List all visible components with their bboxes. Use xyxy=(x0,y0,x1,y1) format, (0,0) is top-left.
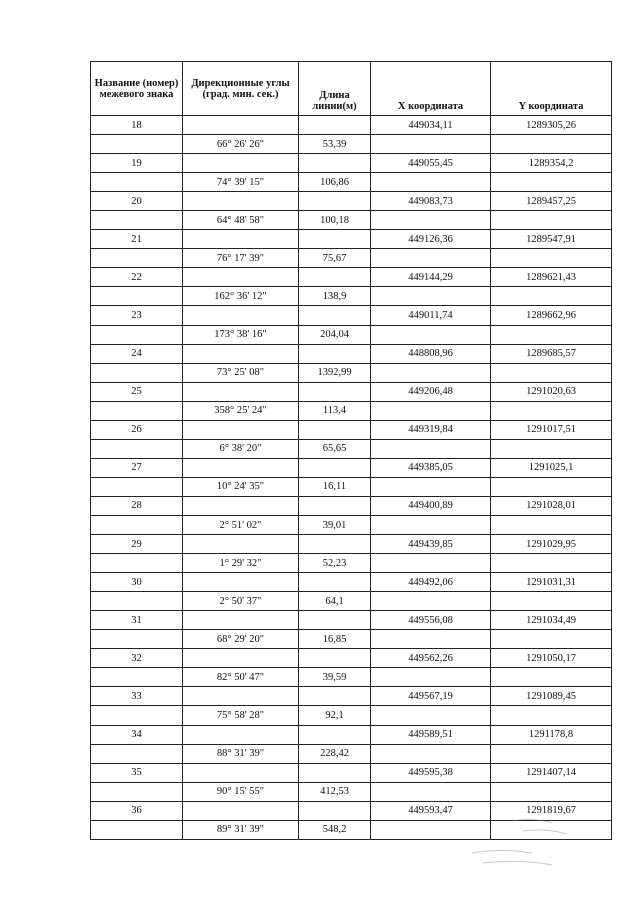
empty-name-cell xyxy=(91,363,183,382)
empty-x-cell xyxy=(371,515,491,534)
segment-row xyxy=(91,782,612,801)
y-coordinate-cell: 1291089,45 xyxy=(491,687,612,706)
empty-angle-cell xyxy=(183,801,299,820)
empty-y-cell xyxy=(491,744,612,763)
y-coordinate-cell: 1291020,63 xyxy=(491,382,612,401)
empty-length-cell xyxy=(299,725,371,744)
empty-name-cell xyxy=(91,515,183,534)
direction-angle-cell: 2° 51' 02" xyxy=(183,515,299,534)
point-name-cell: 26 xyxy=(91,420,183,439)
direction-angle-cell: 75° 58' 28" xyxy=(183,706,299,725)
line-length-cell: 52,23 xyxy=(299,554,371,573)
point-row xyxy=(91,687,612,706)
empty-y-cell xyxy=(491,554,612,573)
point-row xyxy=(91,268,612,287)
x-coordinate-cell: 449593,47 xyxy=(371,801,491,820)
line-length-cell: 16,85 xyxy=(299,630,371,649)
point-name-cell: 22 xyxy=(91,268,183,287)
point-name-cell: 29 xyxy=(91,535,183,554)
line-length-cell: 106,86 xyxy=(299,173,371,192)
x-coordinate-cell: 449589,51 xyxy=(371,725,491,744)
empty-x-cell xyxy=(371,135,491,154)
empty-x-cell xyxy=(371,401,491,420)
empty-name-cell xyxy=(91,325,183,344)
point-row xyxy=(91,573,612,592)
empty-angle-cell xyxy=(183,687,299,706)
empty-name-cell xyxy=(91,287,183,306)
empty-angle-cell xyxy=(183,192,299,211)
x-coordinate-cell: 449562,26 xyxy=(371,649,491,668)
y-coordinate-cell: 1289662,96 xyxy=(491,306,612,325)
coordinates-table-sheet xyxy=(90,61,611,840)
header-direction-angle: Дирекционные углы (град. мин. сек.) xyxy=(183,62,299,116)
empty-name-cell xyxy=(91,173,183,192)
line-length-cell: 204,04 xyxy=(299,325,371,344)
segment-row xyxy=(91,211,612,230)
point-name-cell: 30 xyxy=(91,573,183,592)
x-coordinate-cell: 449556,08 xyxy=(371,611,491,630)
point-name-cell: 20 xyxy=(91,192,183,211)
y-coordinate-cell: 1291050,17 xyxy=(491,649,612,668)
direction-angle-cell: 89° 31' 39" xyxy=(183,820,299,839)
point-row xyxy=(91,306,612,325)
x-coordinate-cell: 449385,05 xyxy=(371,458,491,477)
empty-name-cell xyxy=(91,706,183,725)
empty-name-cell xyxy=(91,820,183,839)
point-name-cell: 36 xyxy=(91,801,183,820)
empty-x-cell xyxy=(371,249,491,268)
empty-y-cell xyxy=(491,249,612,268)
faint-stamp-mark xyxy=(462,813,622,873)
point-row xyxy=(91,154,612,173)
empty-y-cell xyxy=(491,135,612,154)
empty-x-cell xyxy=(371,668,491,687)
segment-row xyxy=(91,630,612,649)
empty-angle-cell xyxy=(183,306,299,325)
x-coordinate-cell: 449083,73 xyxy=(371,192,491,211)
header-y-coordinate: Y координата xyxy=(491,62,612,116)
point-row xyxy=(91,763,612,782)
point-row xyxy=(91,116,612,135)
y-coordinate-cell: 1291407,14 xyxy=(491,763,612,782)
y-coordinate-cell: 1289685,57 xyxy=(491,344,612,363)
empty-y-cell xyxy=(491,325,612,344)
segment-row xyxy=(91,401,612,420)
y-coordinate-cell: 1289547,91 xyxy=(491,230,612,249)
empty-length-cell xyxy=(299,763,371,782)
x-coordinate-cell: 449595,38 xyxy=(371,763,491,782)
header-line-length: Длина линии(м) xyxy=(299,62,371,116)
point-name-cell: 27 xyxy=(91,458,183,477)
x-coordinate-cell: 449492,06 xyxy=(371,573,491,592)
empty-length-cell xyxy=(299,344,371,363)
direction-angle-cell: 82° 50' 47" xyxy=(183,668,299,687)
empty-y-cell xyxy=(491,173,612,192)
point-name-cell: 33 xyxy=(91,687,183,706)
boundary-coordinates-table xyxy=(90,61,612,840)
empty-length-cell xyxy=(299,192,371,211)
empty-angle-cell xyxy=(183,573,299,592)
point-name-cell: 28 xyxy=(91,496,183,515)
segment-row xyxy=(91,249,612,268)
x-coordinate-cell: 448808,96 xyxy=(371,344,491,363)
empty-length-cell xyxy=(299,611,371,630)
empty-angle-cell xyxy=(183,763,299,782)
direction-angle-cell: 2° 50' 37" xyxy=(183,592,299,611)
point-row xyxy=(91,230,612,249)
direction-angle-cell: 162° 36' 12" xyxy=(183,287,299,306)
point-row xyxy=(91,611,612,630)
empty-y-cell xyxy=(491,515,612,534)
point-name-cell: 18 xyxy=(91,116,183,135)
empty-x-cell xyxy=(371,744,491,763)
empty-y-cell xyxy=(491,439,612,458)
point-name-cell: 35 xyxy=(91,763,183,782)
empty-angle-cell xyxy=(183,344,299,363)
y-coordinate-cell: 1291819,67 xyxy=(491,801,612,820)
direction-angle-cell: 173° 38' 16" xyxy=(183,325,299,344)
x-coordinate-cell: 449126,36 xyxy=(371,230,491,249)
empty-angle-cell xyxy=(183,649,299,668)
empty-angle-cell xyxy=(183,116,299,135)
y-coordinate-cell: 1291031,31 xyxy=(491,573,612,592)
empty-y-cell xyxy=(491,477,612,496)
empty-name-cell xyxy=(91,211,183,230)
line-length-cell: 65,65 xyxy=(299,439,371,458)
empty-x-cell xyxy=(371,630,491,649)
empty-angle-cell xyxy=(183,725,299,744)
direction-angle-cell: 73° 25' 08" xyxy=(183,363,299,382)
table-body xyxy=(91,116,612,840)
empty-y-cell xyxy=(491,782,612,801)
x-coordinate-cell: 449144,29 xyxy=(371,268,491,287)
empty-angle-cell xyxy=(183,230,299,249)
empty-angle-cell xyxy=(183,535,299,554)
line-length-cell: 39,59 xyxy=(299,668,371,687)
header-x-coordinate: X координата xyxy=(371,62,491,116)
empty-length-cell xyxy=(299,801,371,820)
line-length-cell: 228,42 xyxy=(299,744,371,763)
x-coordinate-cell: 449011,74 xyxy=(371,306,491,325)
empty-length-cell xyxy=(299,154,371,173)
direction-angle-cell: 90° 15' 55" xyxy=(183,782,299,801)
empty-name-cell xyxy=(91,668,183,687)
point-row xyxy=(91,382,612,401)
point-row xyxy=(91,649,612,668)
x-coordinate-cell: 449567,19 xyxy=(371,687,491,706)
empty-length-cell xyxy=(299,268,371,287)
direction-angle-cell: 6° 38' 20" xyxy=(183,439,299,458)
point-row xyxy=(91,535,612,554)
segment-row xyxy=(91,439,612,458)
line-length-cell: 1392,99 xyxy=(299,363,371,382)
direction-angle-cell: 358° 25' 24" xyxy=(183,401,299,420)
empty-angle-cell xyxy=(183,268,299,287)
direction-angle-cell: 66° 26' 26" xyxy=(183,135,299,154)
point-row xyxy=(91,192,612,211)
line-length-cell: 75,67 xyxy=(299,249,371,268)
y-coordinate-cell: 1289621,43 xyxy=(491,268,612,287)
empty-x-cell xyxy=(371,439,491,458)
y-coordinate-cell: 1291034,49 xyxy=(491,611,612,630)
empty-name-cell xyxy=(91,135,183,154)
y-coordinate-cell: 1289305,26 xyxy=(491,116,612,135)
point-name-cell: 31 xyxy=(91,611,183,630)
empty-y-cell xyxy=(491,706,612,725)
y-coordinate-cell: 1291028,01 xyxy=(491,496,612,515)
point-row xyxy=(91,420,612,439)
empty-x-cell xyxy=(371,592,491,611)
empty-length-cell xyxy=(299,230,371,249)
segment-row xyxy=(91,592,612,611)
segment-row xyxy=(91,363,612,382)
line-length-cell: 16,11 xyxy=(299,477,371,496)
line-length-cell: 64,1 xyxy=(299,592,371,611)
empty-x-cell xyxy=(371,782,491,801)
empty-x-cell xyxy=(371,287,491,306)
empty-y-cell xyxy=(491,287,612,306)
empty-x-cell xyxy=(371,706,491,725)
line-length-cell: 100,18 xyxy=(299,211,371,230)
line-length-cell: 548,2 xyxy=(299,820,371,839)
direction-angle-cell: 76° 17' 39" xyxy=(183,249,299,268)
empty-length-cell xyxy=(299,420,371,439)
segment-row xyxy=(91,477,612,496)
line-length-cell: 138,9 xyxy=(299,287,371,306)
empty-name-cell xyxy=(91,554,183,573)
direction-angle-cell: 10° 24' 35" xyxy=(183,477,299,496)
point-name-cell: 25 xyxy=(91,382,183,401)
empty-length-cell xyxy=(299,458,371,477)
empty-name-cell xyxy=(91,439,183,458)
point-name-cell: 24 xyxy=(91,344,183,363)
empty-length-cell xyxy=(299,306,371,325)
segment-row xyxy=(91,706,612,725)
empty-x-cell xyxy=(371,477,491,496)
direction-angle-cell: 1° 29' 32" xyxy=(183,554,299,573)
empty-angle-cell xyxy=(183,154,299,173)
x-coordinate-cell: 449400,89 xyxy=(371,496,491,515)
segment-row xyxy=(91,135,612,154)
header-point-name: Название (номер) межевого знака xyxy=(91,62,183,116)
empty-length-cell xyxy=(299,382,371,401)
empty-y-cell xyxy=(491,630,612,649)
segment-row xyxy=(91,173,612,192)
point-name-cell: 32 xyxy=(91,649,183,668)
empty-x-cell xyxy=(371,173,491,192)
point-name-cell: 19 xyxy=(91,154,183,173)
empty-angle-cell xyxy=(183,496,299,515)
empty-angle-cell xyxy=(183,611,299,630)
empty-y-cell xyxy=(491,668,612,687)
segment-row xyxy=(91,325,612,344)
empty-length-cell xyxy=(299,649,371,668)
empty-x-cell xyxy=(371,554,491,573)
point-row xyxy=(91,344,612,363)
direction-angle-cell: 68° 29' 20" xyxy=(183,630,299,649)
y-coordinate-cell: 1291025,1 xyxy=(491,458,612,477)
point-name-cell: 34 xyxy=(91,725,183,744)
empty-y-cell xyxy=(491,592,612,611)
empty-angle-cell xyxy=(183,458,299,477)
segment-row xyxy=(91,668,612,687)
empty-angle-cell xyxy=(183,382,299,401)
empty-y-cell xyxy=(491,401,612,420)
x-coordinate-cell: 449055,45 xyxy=(371,154,491,173)
empty-name-cell xyxy=(91,782,183,801)
empty-x-cell xyxy=(371,325,491,344)
x-coordinate-cell: 449034,11 xyxy=(371,116,491,135)
point-row xyxy=(91,458,612,477)
line-length-cell: 412,53 xyxy=(299,782,371,801)
x-coordinate-cell: 449206,48 xyxy=(371,382,491,401)
y-coordinate-cell: 1289354,2 xyxy=(491,154,612,173)
point-row xyxy=(91,725,612,744)
empty-length-cell xyxy=(299,496,371,515)
point-name-cell: 21 xyxy=(91,230,183,249)
y-coordinate-cell: 1291029,95 xyxy=(491,535,612,554)
line-length-cell: 53,39 xyxy=(299,135,371,154)
line-length-cell: 113,4 xyxy=(299,401,371,420)
point-name-cell: 23 xyxy=(91,306,183,325)
empty-name-cell xyxy=(91,401,183,420)
y-coordinate-cell: 1291178,8 xyxy=(491,725,612,744)
segment-row xyxy=(91,554,612,573)
x-coordinate-cell: 449439,85 xyxy=(371,535,491,554)
empty-x-cell xyxy=(371,363,491,382)
empty-length-cell xyxy=(299,535,371,554)
y-coordinate-cell: 1291017,51 xyxy=(491,420,612,439)
segment-row xyxy=(91,515,612,534)
empty-y-cell xyxy=(491,211,612,230)
direction-angle-cell: 64° 48' 58" xyxy=(183,211,299,230)
y-coordinate-cell: 1289457,25 xyxy=(491,192,612,211)
empty-length-cell xyxy=(299,573,371,592)
segment-row xyxy=(91,744,612,763)
direction-angle-cell: 88° 31' 39" xyxy=(183,744,299,763)
empty-name-cell xyxy=(91,744,183,763)
empty-x-cell xyxy=(371,211,491,230)
line-length-cell: 39,01 xyxy=(299,515,371,534)
empty-name-cell xyxy=(91,630,183,649)
empty-length-cell xyxy=(299,116,371,135)
x-coordinate-cell: 449319,84 xyxy=(371,420,491,439)
empty-name-cell xyxy=(91,592,183,611)
point-row xyxy=(91,496,612,515)
empty-y-cell xyxy=(491,363,612,382)
empty-name-cell xyxy=(91,477,183,496)
table-header-row xyxy=(91,62,612,116)
segment-row xyxy=(91,287,612,306)
empty-angle-cell xyxy=(183,420,299,439)
empty-name-cell xyxy=(91,249,183,268)
line-length-cell: 92,1 xyxy=(299,706,371,725)
direction-angle-cell: 74° 39' 15" xyxy=(183,173,299,192)
empty-length-cell xyxy=(299,687,371,706)
